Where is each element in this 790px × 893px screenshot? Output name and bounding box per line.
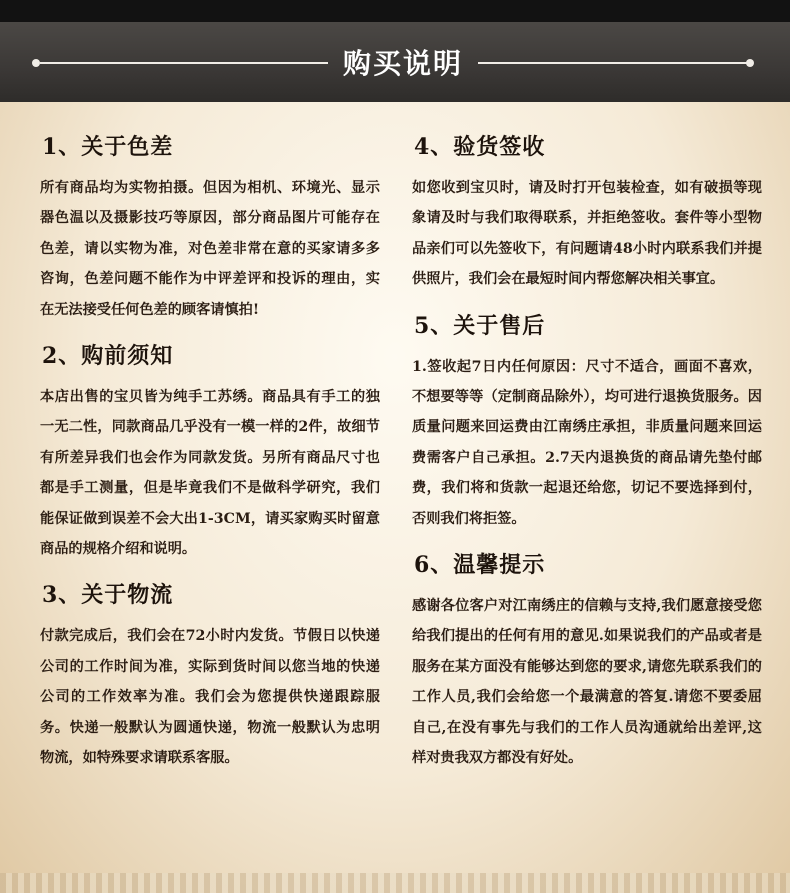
section-inspection [412,130,762,295]
left-column [40,130,380,788]
section-tips [412,548,762,773]
section-body: 1.签收起7日内任何原因：尺寸不适合，画面不喜欢，不想要等等（定制商品除外），均可进行退换货服务。因质量问题来回运费由江南绣庄承担，非质量问题来回运费需客户自己承担。2.7天内退换货的商品请先垫付邮费，我们将和货款一起退还给您，切记不要选择到付，否则我们将拒签。 [412,358,762,527]
section-heading: 1、关于色差 [42,134,174,160]
section-pre-purchase [40,339,380,564]
top-bar [0,0,790,22]
section-heading: 6、温馨提示 [414,552,546,579]
section-logistics [40,578,380,773]
section-body: 感谢各位客户对江南绣庄的信赖与支持,我们愿意接受您给我们提出的任何有用的意见.如果说我们的产品或者是服务在某方面没有能够达到您的要求,请您先联系我们的工作人员,我们会给您一个最满意的答复.请您不要委屈自己,在没有事先与我们的工作人员沟通就给出差评,这样对贵我双方都没有好处。 [412,598,762,767]
section-body: 所有商品均为实物拍摄。但因为相机、环境光、显示器色温以及摄影技巧等原因，部分商品图片可能存在色差，请以实物为准，对色差非常在意的买家请多多咨询，色差问题不能作为中评差评和投诉的理由，实在无法接受任何色差的顾客请慎拍! [40,180,380,318]
header-right-rule [478,62,748,64]
section-body: 如您收到宝贝时，请及时打开包装检查，如有破损等现象请及时与我们取得联系，并拒绝签收。套件等小型物品亲们可以先签收下，有问题请48小时内联系我们并提供照片，我们会在最短时间内帮您解决相关事宜。 [412,180,762,288]
section-body: 本店出售的宝贝皆为纯手工苏绣。商品具有手工的独一无二性，同款商品几乎没有一模一样的2件，故细节有所差异我们也会作为同款发货。另所有商品尺寸也都是手工测量，但是毕竟我们不是做科学研究，我们能保证做到误差不会大出1-3CM，请买家购买时留意商品的规格介绍和说明。 [40,389,380,558]
section-heading: 3、关于物流 [42,582,174,609]
section-body: 付款完成后，我们会在72小时内发货。节假日以快递公司的工作时间为准，实际到货时间以您当地的快递公司的工作效率为准。我们会为您提供快递跟踪服务。快递一般默认为圆通快递，物流一般默认为忠明物流，如特殊要求请联系客服。 [40,628,380,767]
section-color-difference [40,130,380,325]
section-heading: 2、购前须知 [42,343,174,370]
header-banner [0,22,790,102]
header-left-rule [40,62,328,64]
header-left-dot [32,59,40,67]
header-right-dot [746,59,754,67]
right-column [412,130,762,788]
page-title: 购买说明 [342,47,463,80]
section-heading: 5、关于售后 [414,312,546,339]
section-after-sales [412,309,762,534]
section-heading: 4、验货签收 [414,134,546,160]
decorative-border [0,873,790,893]
